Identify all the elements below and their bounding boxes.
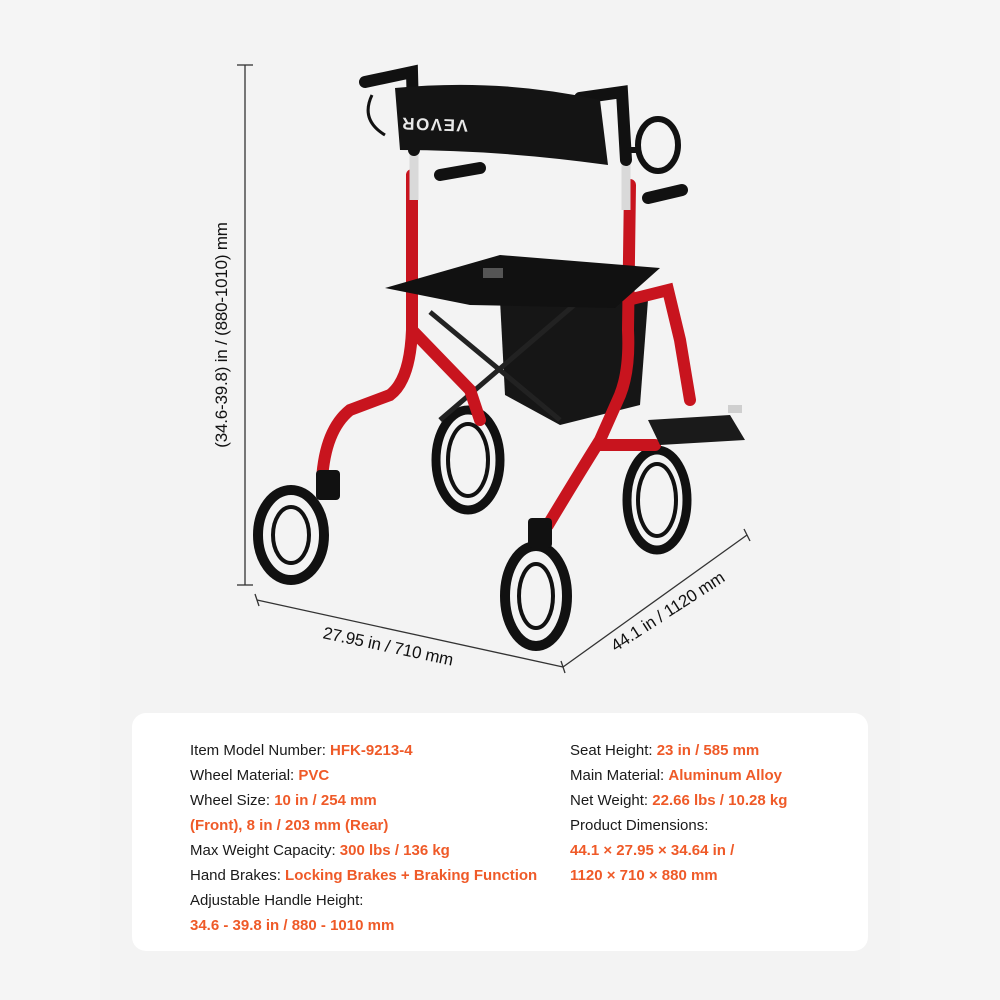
height-dimension-label: (34.6-39.8) in / (880-1010) mm xyxy=(212,222,231,448)
specs-column-right xyxy=(570,738,787,888)
spec-max-weight xyxy=(190,838,537,863)
front-wheel-left xyxy=(258,470,340,580)
spec-label: Main Material: xyxy=(570,767,669,784)
spec-product-dimensions-value-1 xyxy=(570,838,787,863)
cup-holder xyxy=(628,119,678,171)
spec-label: Item Model Number: xyxy=(190,742,331,759)
seat-latch xyxy=(483,268,503,278)
spec-product-dimensions xyxy=(570,813,787,838)
spec-value: 10 in / 254 mm xyxy=(274,792,377,809)
rear-wheel-right xyxy=(627,450,687,550)
spec-value: HFK-9213-4 xyxy=(330,742,413,759)
spec-label: Adjustable Handle Height: xyxy=(190,892,364,909)
footrest xyxy=(648,405,745,445)
spec-value: 1120 × 710 × 880 mm xyxy=(570,867,718,884)
depth-dimension-label: 44.1 in / 1120 mm xyxy=(607,567,729,656)
spec-handle-height-value xyxy=(190,913,537,938)
spec-item-model xyxy=(190,738,537,763)
spec-handle-height xyxy=(190,888,537,913)
spec-value: 22.66 lbs / 10.28 kg xyxy=(652,792,788,809)
spec-wheel-material xyxy=(190,763,537,788)
spec-label: Seat Height: xyxy=(570,742,657,759)
spec-value: (Front), 8 in / 203 mm (Rear) xyxy=(190,817,389,834)
width-dimension-label: 27.95 in / 710 mm xyxy=(321,623,455,670)
specs-column-left xyxy=(190,738,537,938)
spec-seat-height xyxy=(570,738,787,763)
rear-wheel-left xyxy=(436,410,500,510)
spec-label: Wheel Size: xyxy=(190,792,275,809)
spec-product-dimensions-value-2 xyxy=(570,863,787,888)
spec-value: 300 lbs / 136 kg xyxy=(339,842,450,859)
spec-label: Wheel Material: xyxy=(190,767,299,784)
spec-hand-brakes xyxy=(190,863,537,888)
spec-value: 23 in / 585 mm xyxy=(656,742,760,759)
spec-value: Aluminum Alloy xyxy=(668,767,782,784)
spec-main-material xyxy=(570,763,787,788)
spec-label: Net Weight: xyxy=(570,792,653,809)
spec-label: Product Dimensions: xyxy=(570,817,709,834)
spec-net-weight xyxy=(570,788,787,813)
front-wheel-right xyxy=(505,518,567,646)
spec-value: 44.1 × 27.95 × 34.64 in / xyxy=(570,842,735,859)
seat xyxy=(385,255,660,308)
specs-card xyxy=(132,713,868,951)
spec-wheel-size xyxy=(190,788,537,813)
spec-wheel-size-cont xyxy=(190,813,537,838)
spec-label: Max Weight Capacity: xyxy=(190,842,340,859)
spec-value: Locking Brakes + Braking Function xyxy=(285,867,538,884)
spec-label: Hand Brakes: xyxy=(190,867,286,884)
spec-value: PVC xyxy=(298,767,330,784)
brand-logo: VEVOR xyxy=(400,113,469,135)
spec-value: 34.6 - 39.8 in / 880 - 1010 mm xyxy=(190,917,395,934)
